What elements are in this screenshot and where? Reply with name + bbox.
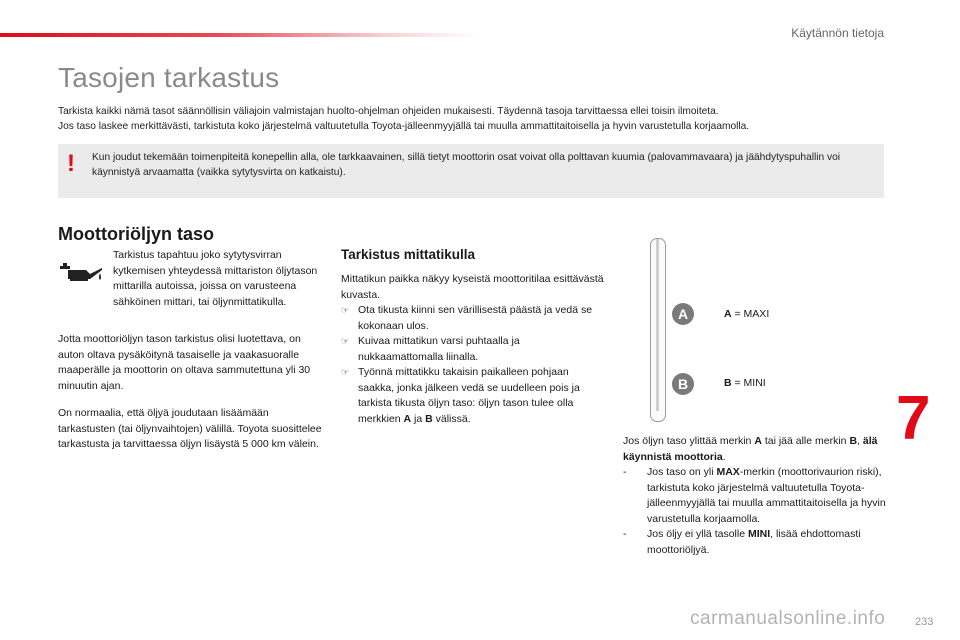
intro-line-2: Jos taso laskee merkittävästi, tarkistuta koko järjestelmä valtuutetulla Toyota-jälleenmyyjällä tai muulla ammattitaitoisella ja hyvin varustetulla korjaamolla. [58, 121, 750, 132]
section-title: Käytännön tietoja [791, 26, 884, 40]
result-sep: , [857, 435, 863, 447]
marker-a-badge: A [672, 303, 694, 325]
marker-a-value: = MAXI [731, 308, 770, 320]
result-list [623, 465, 893, 558]
dipstick-intro: Mittatikun paikka näkyy kyseistä moottoritilaa esittävästä kuvasta. [341, 273, 604, 301]
chapter-number: 7 [896, 384, 931, 453]
step3-marker-b: B [425, 412, 433, 425]
step3-end: välissä. [432, 412, 471, 425]
intro-line-1: Tarkista kaikki nämä tasot säännöllisin väliajoin valmistajan huolto-ohjelman ohjeiden mukaisesti. Täydennä tasoja tarvittaessa ellei toisin ilmoiteta. [58, 106, 719, 117]
oil-can-icon [58, 260, 104, 288]
oil-level-heading: Moottoriöljyn taso [58, 224, 214, 244]
marker-a-letter: A [724, 308, 732, 320]
dipstick-steps [341, 303, 606, 427]
item1-bold: MAX [716, 466, 740, 478]
oil-para-1: Tarkistus tapahtuu joko sytytysvirran kytkemisen yhteydessä mittariston öljytason mittarilla autoissa, joissa on varusteena sähköinen mittari, tai öljynmittatikulla. [113, 249, 318, 308]
marker-b-value: = MINI [731, 377, 766, 389]
oil-para-3: On normaalia, että öljyä joudutaan lisäämään tarkastusten (tai öljynvaihtojen) välillä. Toyota suosittelee tarkastusta ja tarvittaessa öljyn lisäystä 5 000 km välein. [58, 407, 322, 450]
warning-box [58, 144, 884, 198]
marker-b-letter: B [724, 377, 732, 389]
item2-pre: Jos öljy ei yllä tasolle [647, 528, 748, 540]
result-paragraph [623, 434, 893, 465]
dipstick-step-1: ☞ Ota tikusta kiinni sen värillisestä päästä ja vedä se kokonaan ulos. [341, 303, 606, 334]
dipstick-step-2: ☞ Kuivaa mittatikun varsi puhtaalla ja nukkaamattomalla liinalla. [341, 334, 606, 365]
result-a: A [754, 435, 762, 447]
page-title: Tasojen tarkastus [58, 62, 280, 93]
warning-exclamation-icon: ! [67, 150, 75, 177]
dipstick-rod [656, 239, 659, 411]
result-b: B [849, 435, 858, 447]
result-text [623, 434, 893, 558]
dipstick-step-3 [341, 365, 606, 427]
marker-b-badge: B [672, 373, 694, 395]
result-item-1 [623, 465, 893, 527]
step3-text: Työnnä mittatikku takaisin paikalleen pohjaan saakka, jonka jälkeen vedä se uudelleen pois ja tarkista tikusta öljyn taso: öljyn tason tulee olla merkkien [358, 366, 580, 425]
result-item-2 [623, 527, 893, 558]
item1-post: -merkin (moottorivaurion riski), tarkistuta koko järjestelmä valtuutetulla Toyota-jälleenmyyjällä tai muulla ammattitaitoisella ja hyvin varustetulla korjaamolla. [647, 466, 886, 525]
step3-marker-a: A [403, 412, 412, 425]
intro-text [58, 104, 888, 134]
marker-a-label [724, 308, 769, 320]
oil-para-2: Jotta moottoriöljyn tason tarkistus olisi luotettava, on auton oltava pysäköitynä tasaiselle ja vaakasuoralle maaperälle ja moottorin on oltava sammutettuna yli 30 minuutin ajan. [58, 333, 311, 392]
warning-text: Kun joudut tekemään toimenpiteitä konepellin alla, ole tarkkaavainen, sillä tietyt moottorin osat voivat olla polttavan kuumia (palovammavaara) ja jäähdytyspuhallin voi käynnistyä arvaamatta (vaikka sytytysvirta on katkaistu). [92, 152, 841, 178]
result-pre: Jos öljyn taso ylittää merkin [623, 435, 755, 447]
watermark: carmanualsonline.info [690, 608, 886, 629]
result-end: . [722, 450, 726, 463]
result-warning-bold: älä käynnistä moottoria [623, 435, 878, 463]
step3-and: ja [411, 412, 426, 425]
page-number: 233 [915, 616, 934, 628]
marker-b-label [724, 377, 766, 389]
dipstick-illustration [650, 238, 666, 422]
result-mid: tai jää alle merkin [761, 435, 850, 447]
header-accent-bar [0, 33, 480, 37]
item1-pre: Jos taso on yli [647, 466, 717, 478]
item2-bold: MINI [747, 528, 771, 540]
dipstick-heading: Tarkistus mittatikulla [341, 247, 476, 262]
item2-post: , lisää ehdottomasti moottoriöljyä. [647, 528, 861, 556]
dipstick-instructions [341, 272, 606, 427]
